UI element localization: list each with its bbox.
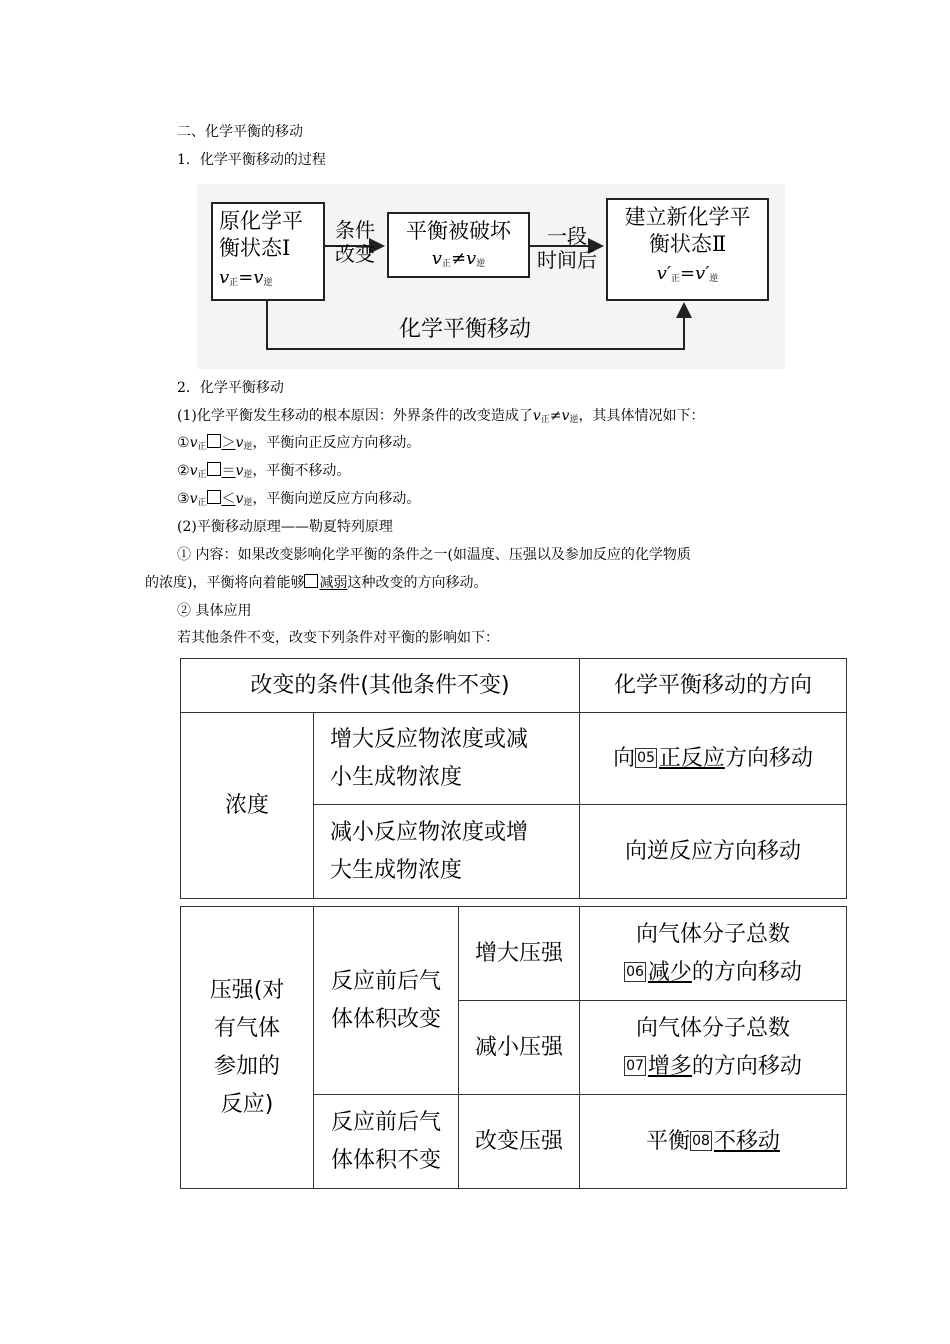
box1-eq-sub1: 正	[229, 278, 239, 288]
subsection-2-title: 2．化学平衡移动	[177, 380, 284, 396]
box3-equation	[614, 260, 761, 293]
case3-sub2: 逆	[243, 498, 253, 508]
g2-answer-word: 不移动	[713, 1128, 780, 1154]
case2-v1: v	[189, 463, 198, 479]
case3-prefix: ③	[177, 491, 190, 507]
case2-prefix: ②	[177, 463, 190, 479]
g1-line1: 反应前后气	[330, 968, 441, 994]
case1-prefix: ①	[177, 435, 190, 451]
case2-v2: v	[235, 463, 244, 479]
box2-eq-v2: ≠v	[450, 248, 477, 269]
direction-cell: 向逆反应方向移动	[580, 805, 847, 899]
box2-eq-sub1: 正	[441, 259, 451, 269]
direction-cell	[580, 713, 847, 805]
blank-number: 08	[692, 1132, 710, 1149]
case1-sub1: 正	[197, 442, 207, 452]
new-equilibrium-box	[606, 198, 769, 301]
r1-cond-line2: 小生成物浓度	[330, 764, 463, 790]
case1-sub2: 逆	[243, 442, 253, 452]
case-1	[177, 433, 420, 457]
box2-eq-v: v	[431, 248, 442, 269]
g1b-dir-tail: 的方向移动	[691, 1053, 802, 1079]
content-line-2	[145, 573, 487, 593]
arrow2-label	[530, 224, 604, 272]
blank-number: 05	[637, 749, 655, 766]
pressure-label-line3: 参加的	[213, 1053, 280, 1079]
paragraph-root-cause	[177, 406, 704, 430]
table-header-row	[181, 659, 847, 713]
change-cell: 减小压强	[459, 1001, 580, 1095]
box1-line2: 衡状态Ⅰ	[219, 236, 291, 260]
case-3	[177, 489, 420, 513]
p1-text-b: ，其具体情况如下：	[578, 408, 705, 424]
g1b-answer-word: 增多	[647, 1053, 692, 1079]
content-line-1: ① 内容：如果改变影响化学平衡的条件之一(如温度、压强以及参加反应的化学物质	[177, 547, 691, 563]
g2-line1: 反应前后气	[330, 1109, 441, 1135]
case3-v1: v	[189, 491, 198, 507]
case-2	[177, 461, 350, 485]
arrow1-label-line2: 改变	[335, 242, 375, 266]
case2-op: ＝	[221, 463, 236, 479]
section-title: 二、化学平衡的移动	[177, 124, 303, 140]
pressure-label-line2: 有气体	[213, 1015, 280, 1041]
p1-sub2: 逆	[569, 415, 579, 425]
box3-eq-v2: =v′	[679, 263, 710, 284]
box1-eq-sub2: 逆	[263, 278, 273, 288]
condition-cell	[314, 805, 580, 899]
blank-number: 06	[626, 963, 644, 980]
pressure-label	[181, 907, 314, 1189]
r1-cond-line1: 增大反应物浓度或减	[330, 726, 529, 752]
p1-text-a: (1)化学平衡发生移动的根本原因：外界条件的改变造成了	[177, 408, 533, 424]
case3-op: ＜	[221, 491, 236, 507]
volume-constant-group	[314, 1095, 459, 1189]
condition-cell	[314, 713, 580, 805]
case1-op: ＞	[221, 435, 236, 451]
arrow1-label-line1: 条件	[335, 218, 375, 242]
concentration-label: 浓度	[181, 713, 314, 899]
r1-answer-word: 正反应	[658, 745, 725, 771]
box3-eq-v: v′	[656, 263, 671, 284]
direction-cell	[580, 907, 847, 1001]
pressure-label-line4: 反应)	[220, 1091, 274, 1117]
p1-sub1: 正	[540, 415, 550, 425]
direction-cell	[580, 1095, 847, 1189]
box2-equation	[395, 245, 522, 278]
case1-v2: v	[235, 435, 244, 451]
content-answer-word: 减弱	[319, 575, 348, 591]
box3-eq-sub1: 正	[670, 274, 680, 284]
box1-equation	[219, 264, 317, 297]
le-chatelier-heading: (2)平衡移动原理——勒夏特列原理	[177, 519, 393, 535]
subsection-1-title: 1．化学平衡移动的过程	[177, 152, 326, 168]
table-row	[181, 713, 847, 805]
g1a-dir-line1: 向气体分子总数	[635, 921, 790, 947]
original-equilibrium-box	[211, 202, 325, 301]
case3-v2: v	[235, 491, 244, 507]
g2-line2: 体体积不变	[330, 1147, 441, 1173]
g1a-dir-tail: 的方向移动	[691, 959, 802, 985]
r2-cond-line2: 大生成物浓度	[330, 857, 463, 883]
header-direction: 化学平衡移动的方向	[580, 659, 847, 713]
r1-dir-a: 向	[613, 745, 636, 771]
box3-eq-sub2: 逆	[709, 274, 719, 284]
application-heading: ② 具体应用	[177, 603, 252, 619]
case1-text: ，平衡向正反应方向移动。	[252, 435, 421, 451]
direction-cell	[580, 1001, 847, 1095]
volume-change-group	[314, 907, 459, 1095]
header-condition: 改变的条件(其他条件不变)	[181, 659, 580, 713]
box1-line1: 原化学平	[219, 209, 303, 233]
change-cell: 增大压强	[459, 907, 580, 1001]
concentration-table	[180, 658, 847, 899]
broken-equilibrium-box	[387, 212, 530, 278]
table-intro: 若其他条件不变，改变下列条件对平衡的影响如下：	[177, 630, 499, 646]
content-line2-b: 这种改变的方向移动。	[347, 575, 488, 591]
change-cell: 改变压强	[459, 1095, 580, 1189]
pressure-label-line1: 压强(对	[209, 977, 285, 1003]
g1-line2: 体体积改变	[330, 1006, 441, 1032]
g1b-dir-line2	[586, 1048, 840, 1086]
r1-dir-b: 方向移动	[724, 745, 813, 771]
box2-eq-sub2: 逆	[476, 259, 486, 269]
case2-sub1: 正	[197, 470, 207, 480]
case2-text: ，平衡不移动。	[252, 463, 351, 479]
blank-number: 07	[626, 1057, 644, 1074]
pressure-table	[180, 906, 847, 1189]
r2-cond-line1: 减小反应物浓度或增	[330, 819, 529, 845]
content-line2-a: 的浓度)，平衡将向着能够	[145, 575, 305, 591]
case3-sub1: 正	[197, 498, 207, 508]
arrow1-label	[327, 218, 383, 266]
answer-blank	[304, 574, 318, 588]
arrow2-label-line1: 一段	[547, 224, 587, 248]
p1-neq: ≠	[549, 408, 562, 424]
equilibrium-shift-diagram	[197, 184, 785, 369]
box2-line1: 平衡被破坏	[406, 219, 511, 243]
box1-eq-v2: =v	[238, 267, 264, 288]
case2-sub2: 逆	[243, 470, 253, 480]
bottom-label: 化学平衡移动	[398, 317, 531, 342]
g1a-answer-word: 减少	[647, 959, 692, 985]
case1-v1: v	[189, 435, 198, 451]
case3-text: ，平衡向逆反应方向移动。	[252, 491, 421, 507]
g1a-dir-line2	[586, 954, 840, 992]
box3-line1: 建立新化学平	[624, 205, 751, 229]
box1-eq-v: v	[219, 267, 230, 288]
answer-blank	[207, 462, 221, 476]
p1-v2: v	[561, 408, 570, 424]
table-row	[181, 907, 847, 1001]
arrow2-label-line2: 时间后	[537, 248, 597, 272]
g1b-dir-line1: 向气体分子总数	[635, 1015, 790, 1041]
answer-blank	[207, 490, 221, 504]
p1-v1: v	[532, 408, 541, 424]
box3-line2: 衡状态Ⅱ	[648, 232, 727, 256]
g2-dir-a: 平衡	[646, 1128, 691, 1154]
answer-blank	[207, 434, 221, 448]
